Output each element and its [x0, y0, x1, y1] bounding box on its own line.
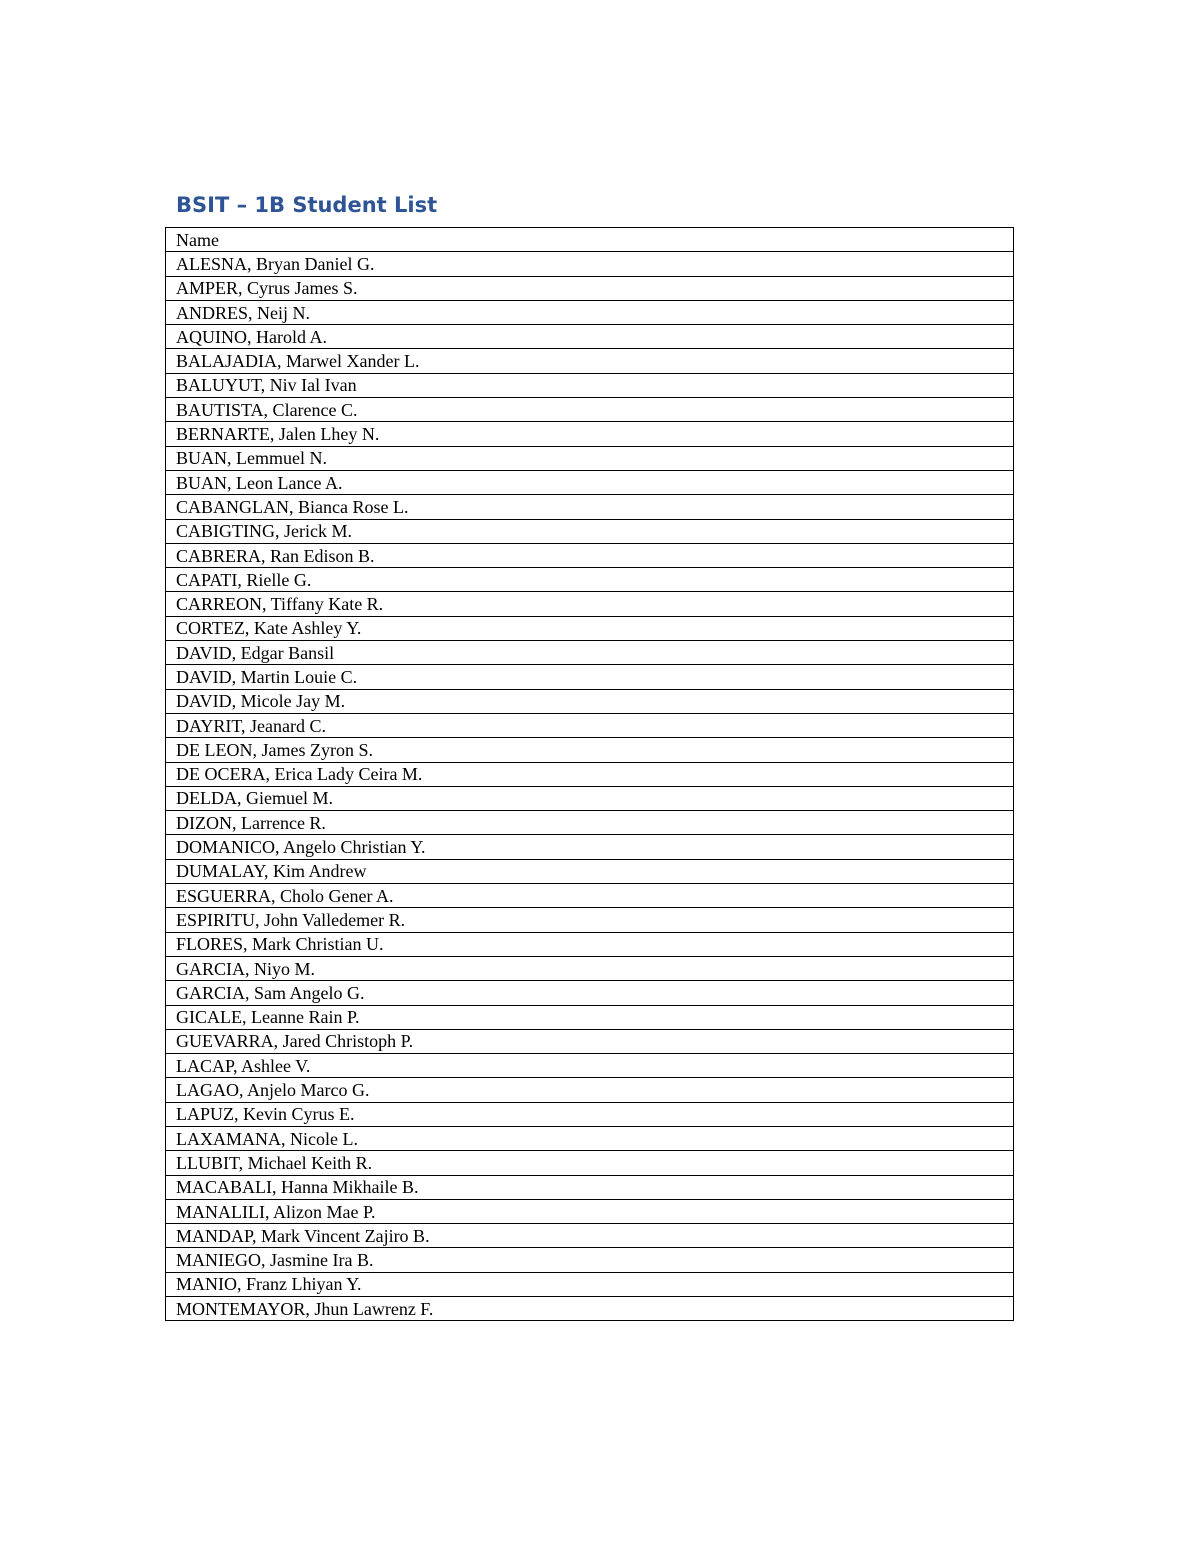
table-row [166, 325, 1014, 349]
student-name-cell: ALESNA, Bryan Daniel G. [166, 252, 1014, 276]
student-name-cell: DE OCERA, Erica Lady Ceira M. [166, 762, 1014, 786]
student-name-cell: DAYRIT, Jeanard C. [166, 713, 1014, 737]
table-row [166, 884, 1014, 908]
student-name-cell: CAPATI, Rielle G. [166, 568, 1014, 592]
table-row [166, 373, 1014, 397]
student-name-cell: ANDRES, Neij N. [166, 300, 1014, 324]
table-row [166, 1005, 1014, 1029]
table-row [166, 811, 1014, 835]
table-row [166, 1224, 1014, 1248]
student-name-cell: GARCIA, Sam Angelo G. [166, 981, 1014, 1005]
student-name-cell: AQUINO, Harold A. [166, 325, 1014, 349]
student-name-cell: LACAP, Ashlee V. [166, 1054, 1014, 1078]
table-row [166, 908, 1014, 932]
table-row [166, 1126, 1014, 1150]
table-row [166, 786, 1014, 810]
student-name-cell: LAXAMANA, Nicole L. [166, 1126, 1014, 1150]
student-list-table [165, 227, 1014, 1321]
student-name-cell: DELDA, Giemuel M. [166, 786, 1014, 810]
student-name-cell: CORTEZ, Kate Ashley Y. [166, 616, 1014, 640]
table-row [166, 495, 1014, 519]
student-name-cell: CABIGTING, Jerick M. [166, 519, 1014, 543]
student-name-cell: AMPER, Cyrus James S. [166, 276, 1014, 300]
table-row [166, 1248, 1014, 1272]
table-row [166, 422, 1014, 446]
table-row [166, 738, 1014, 762]
student-name-cell: DE LEON, James Zyron S. [166, 738, 1014, 762]
table-row [166, 1272, 1014, 1296]
table-row [166, 665, 1014, 689]
table-row [166, 568, 1014, 592]
table-row [166, 1102, 1014, 1126]
student-name-cell: BERNARTE, Jalen Lhey N. [166, 422, 1014, 446]
student-name-cell: CARREON, Tiffany Kate R. [166, 592, 1014, 616]
student-name-cell: MANDAP, Mark Vincent Zajiro B. [166, 1224, 1014, 1248]
table-row [166, 470, 1014, 494]
student-name-cell: DAVID, Micole Jay M. [166, 689, 1014, 713]
table-header-row [166, 228, 1014, 252]
column-header-name: Name [166, 228, 1014, 252]
student-name-cell: GARCIA, Niyo M. [166, 956, 1014, 980]
table-row [166, 981, 1014, 1005]
table-row [166, 543, 1014, 567]
table-row [166, 592, 1014, 616]
student-name-cell: BUAN, Leon Lance A. [166, 470, 1014, 494]
student-name-cell: BAUTISTA, Clarence C. [166, 398, 1014, 422]
table-row [166, 1078, 1014, 1102]
table-row [166, 616, 1014, 640]
student-name-cell: MANALILI, Alizon Mae P. [166, 1199, 1014, 1223]
student-name-cell: LLUBIT, Michael Keith R. [166, 1151, 1014, 1175]
table-row [166, 276, 1014, 300]
student-name-cell: BALAJADIA, Marwel Xander L. [166, 349, 1014, 373]
table-row [166, 446, 1014, 470]
student-name-cell: BALUYUT, Niv Ial Ivan [166, 373, 1014, 397]
student-name-cell: GUEVARRA, Jared Christoph P. [166, 1029, 1014, 1053]
table-row [166, 713, 1014, 737]
student-name-cell: ESPIRITU, John Valledemer R. [166, 908, 1014, 932]
student-name-cell: DAVID, Martin Louie C. [166, 665, 1014, 689]
table-row [166, 1054, 1014, 1078]
table-row [166, 398, 1014, 422]
student-name-cell: CABRERA, Ran Edison B. [166, 543, 1014, 567]
table-row [166, 932, 1014, 956]
table-row [166, 762, 1014, 786]
student-name-cell: MONTEMAYOR, Jhun Lawrenz F. [166, 1297, 1014, 1321]
student-name-cell: LAGAO, Anjelo Marco G. [166, 1078, 1014, 1102]
table-row [166, 956, 1014, 980]
table-row [166, 1297, 1014, 1321]
student-name-cell: MACABALI, Hanna Mikhaile B. [166, 1175, 1014, 1199]
student-name-cell: MANIEGO, Jasmine Ira B. [166, 1248, 1014, 1272]
student-name-cell: GICALE, Leanne Rain P. [166, 1005, 1014, 1029]
student-name-cell: DAVID, Edgar Bansil [166, 641, 1014, 665]
table-row [166, 1029, 1014, 1053]
student-name-cell: MANIO, Franz Lhiyan Y. [166, 1272, 1014, 1296]
table-row [166, 1151, 1014, 1175]
table-row [166, 300, 1014, 324]
table-row [166, 1175, 1014, 1199]
table-row [166, 252, 1014, 276]
student-name-cell: DIZON, Larrence R. [166, 811, 1014, 835]
student-name-cell: FLORES, Mark Christian U. [166, 932, 1014, 956]
student-name-cell: LAPUZ, Kevin Cyrus E. [166, 1102, 1014, 1126]
table-row [166, 641, 1014, 665]
student-name-cell: BUAN, Lemmuel N. [166, 446, 1014, 470]
page-title: BSIT – 1B Student List [176, 193, 438, 217]
student-name-cell: ESGUERRA, Cholo Gener A. [166, 884, 1014, 908]
student-name-cell: DOMANICO, Angelo Christian Y. [166, 835, 1014, 859]
student-name-cell: DUMALAY, Kim Andrew [166, 859, 1014, 883]
table-row [166, 519, 1014, 543]
table-row [166, 1199, 1014, 1223]
table-row [166, 835, 1014, 859]
table-row [166, 689, 1014, 713]
table-row [166, 859, 1014, 883]
student-name-cell: CABANGLAN, Bianca Rose L. [166, 495, 1014, 519]
table-row [166, 349, 1014, 373]
